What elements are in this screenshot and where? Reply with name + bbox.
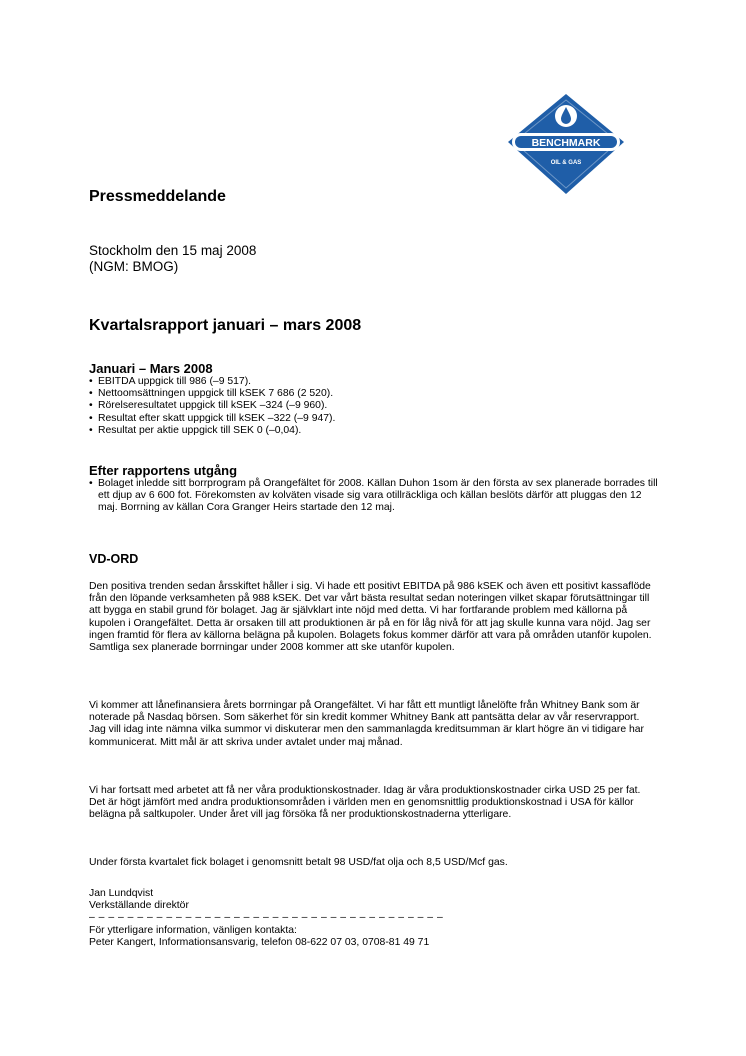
separator-line: – – – – – – – – – – – – – – – – – – – – – – – – – – – – – – – – – – – – – — [89, 912, 444, 923]
vd-paragraph-2: Vi kommer att lånefinansiera årets borrningar på Orangefältet. Vi har fått ett muntligt lånelöfte från Whitney Bank som är noterade på Nasdaq börsen. Som säkerhet för sin kredit kommer Whitney Bank att pantsätta delar av vår reservrapport. Jag vill idag inte nämna vilka summor vi diskuterar men den sammanlagda kreditsumman är klart högre än vi tidigare har kommunicerat. Mitt mål är att skriva under avtalet under maj månad. — [89, 700, 644, 748]
vd-paragraph-4: Under första kvartalet fick bolaget i genomsnitt betalt 98 USD/fat olja och 8,5 USD/Mcf gas. — [89, 857, 508, 868]
company-logo — [498, 92, 634, 196]
list-item: • EBITDA uppgick till 986 (–9 517). — [89, 376, 669, 388]
logo-brand: BENCHMARK — [531, 137, 601, 149]
contact-info — [89, 925, 659, 949]
vd-paragraph-3: Vi har fortsatt med arbetet att få ner våra produktionskostnader. Idag är våra produktionskostnader cirka USD 25 per fat. Det är högt jämfört med andra produktionsområden i världen men en genomsnittlig produktionskostnad i USA för källor belägna på saltkupoler. Under året vill jag försöka få ner produktionskostnaderna ytterligare. — [89, 785, 641, 821]
contact-person: Peter Kangert, Informationsansvarig, telefon 08-622 07 03, 0708-81 49 71 — [89, 937, 430, 949]
list-item: • Nettoomsättningen uppgick till kSEK 7 686 (2 520). — [89, 388, 669, 400]
dateline-place-date: Stockholm den 15 maj 2008 — [89, 243, 257, 258]
signature-name: Jan Lundqvist — [89, 888, 154, 899]
after-list — [89, 478, 659, 515]
quarter-heading: Januari – Mars 2008 — [89, 361, 213, 376]
contact-intro: För ytterligare information, vänligen kontakta: — [89, 925, 297, 936]
list-item: • Rörelseresultatet uppgick till kSEK –324 (–9 960). — [89, 400, 669, 412]
dateline-ticker: (NGM: BMOG) — [89, 259, 179, 274]
report-title: Kvartalsrapport januari – mars 2008 — [89, 317, 362, 334]
list-item: • Resultat efter skatt uppgick till kSEK –322 (–9 947). — [89, 413, 669, 425]
vd-heading: VD-ORD — [89, 552, 139, 566]
list-item: • Resultat per aktie uppgick till SEK 0 (–0,04). — [89, 425, 669, 437]
quarter-list — [89, 376, 669, 437]
logo-subtitle: OIL & GAS — [550, 160, 582, 166]
press-heading: Pressmeddelande — [89, 188, 226, 205]
dateline — [89, 243, 256, 275]
signature-title: Verkställande direktör — [89, 900, 189, 912]
signature — [89, 888, 659, 912]
vd-paragraph-1: Den positiva trenden sedan årsskiftet håller i sig. Vi hade ett positivt EBITDA på 986 kSEK och även ett positivt kassaflöde från den löpande verksamheten på 988 kSEK. Det var vårt bästa resultat sedan noteringen vilket skapar förutsättningar till att bygga en stabil grund för bolaget. Jag är självklart inte nöjd med detta. Vi har fortfarande problem med källorna på kupolen i Orangefältet. Detta är orsaken till att produktionen är på en för låg nivå för att jag skulle kunna vara nöjd. Jag ser ingen framtid för flera av källorna belägna på kupolen. Bolagets fokus kommer därför att vara på områden utanför kupolen. Samtliga sex planerade borrningar under 2008 kommer att ske utanför kupolen. — [89, 581, 652, 654]
drop-icon — [555, 105, 577, 127]
list-item: • Bolaget inledde sitt borrprogram på Orangefältet för 2008. Källan Duhon 1som är den första av sex planerade borrades till ett djup av 6 600 fot. Förekomsten av kolväten visade sig vara otillräckliga och källan beslöts därför att pluggas den 12 maj. Borrning av källan Cora Granger Heirs startade den 12 maj. — [89, 478, 659, 515]
after-heading: Efter rapportens utgång — [89, 463, 238, 478]
